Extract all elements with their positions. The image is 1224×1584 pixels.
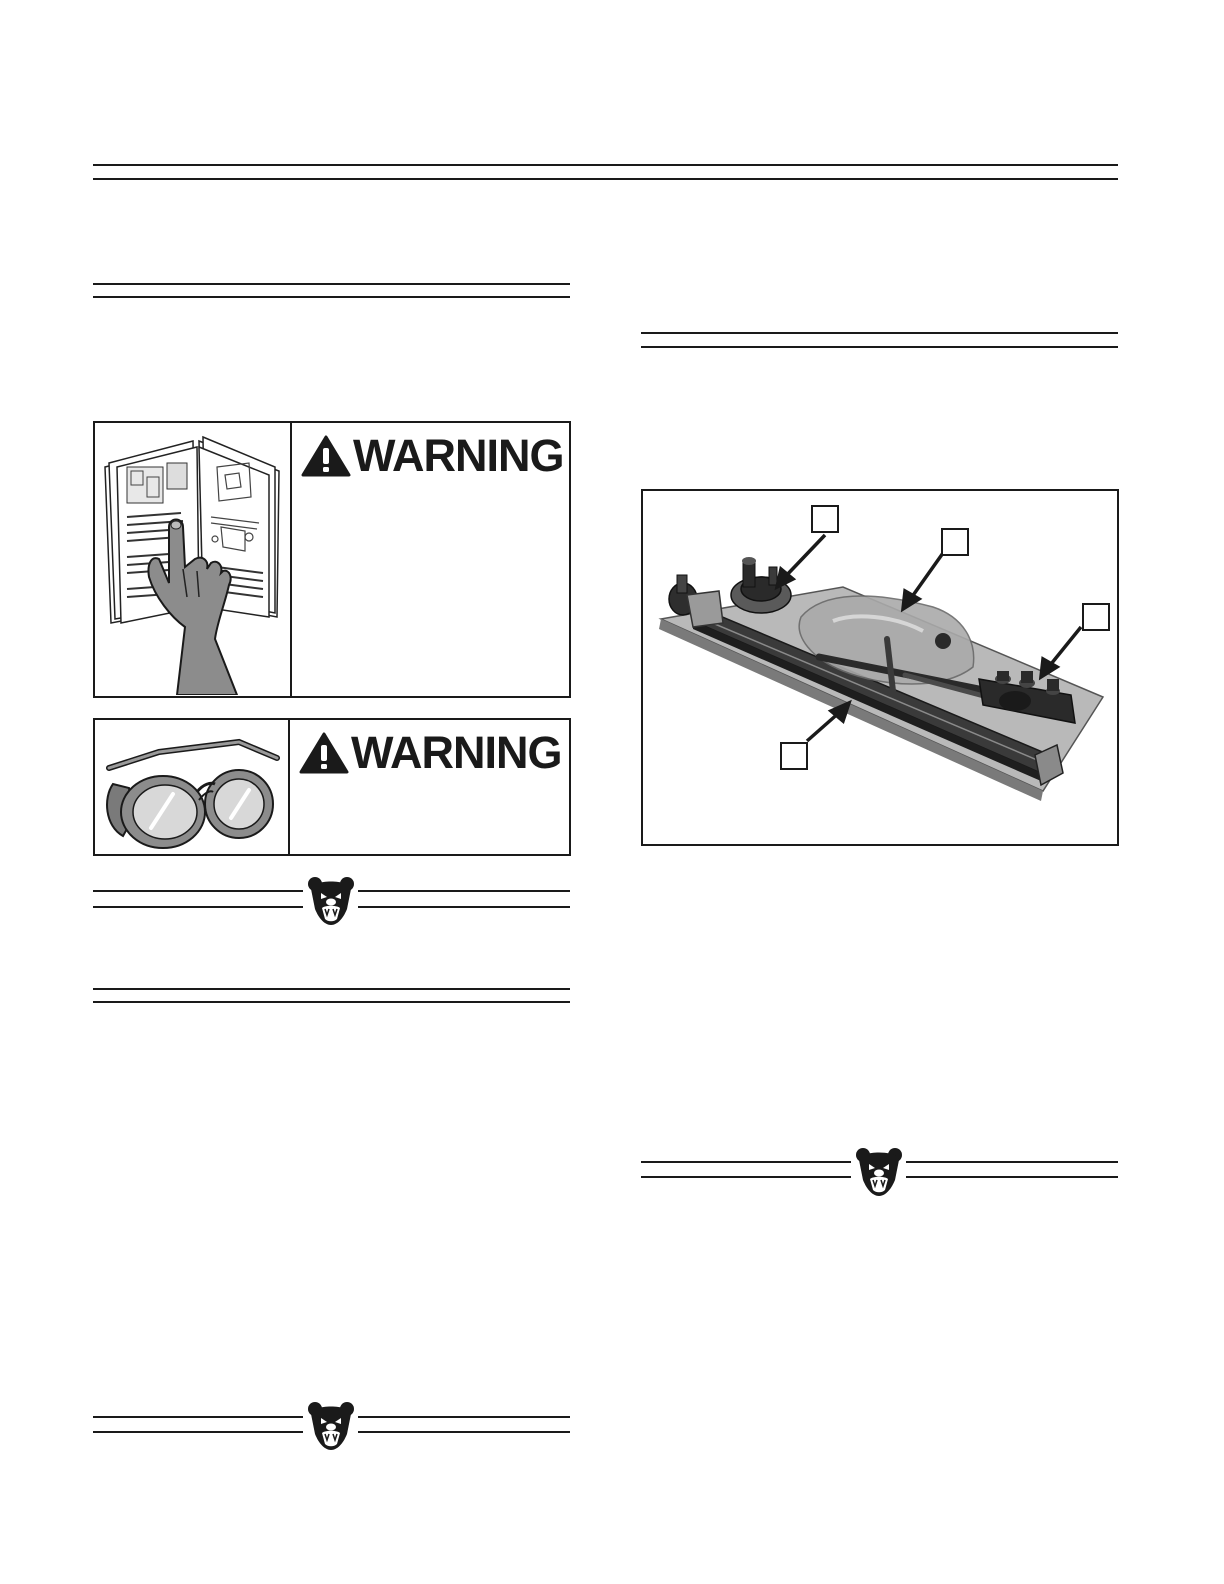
- bear-divider-rule: [906, 1176, 1118, 1178]
- header-rule-bottom: [93, 178, 1118, 180]
- bender-machine-photo: [643, 491, 1117, 844]
- callout-box: [1082, 603, 1110, 631]
- bear-divider-rule: [358, 1416, 570, 1418]
- bear-divider-rule: [358, 906, 570, 908]
- bear-divider-rule: [641, 1161, 851, 1163]
- bear-divider-rule: [93, 906, 303, 908]
- header-rule-top: [93, 164, 1118, 166]
- warning-box-glasses: [93, 718, 571, 856]
- warning-triangle-icon: [301, 435, 351, 477]
- left-section-rule-bottom: [93, 1001, 570, 1003]
- warning-box-divider: [290, 423, 292, 696]
- manual-reading-illustration: [99, 427, 287, 695]
- warning-heading-text: WARNING: [351, 727, 562, 778]
- warning-heading-text: WARNING: [353, 430, 564, 481]
- left-section-rule-top: [93, 988, 570, 990]
- safety-glasses-illustration: [99, 728, 285, 852]
- right-section-rule-top: [641, 332, 1118, 334]
- bear-divider-rule: [641, 1176, 851, 1178]
- warning-heading-glasses: [299, 727, 562, 778]
- right-section-rule-bottom: [641, 346, 1118, 348]
- bear-logo-icon: [855, 1146, 903, 1198]
- callout-box: [780, 742, 808, 770]
- bear-divider-rule: [906, 1161, 1118, 1163]
- bear-divider-rule: [93, 1416, 303, 1418]
- figure-machine-photo: [641, 489, 1119, 846]
- bear-logo-icon: [307, 875, 355, 927]
- left-section-rule-bottom: [93, 296, 570, 298]
- warning-heading-manual: [301, 430, 564, 481]
- callout-box: [811, 505, 839, 533]
- bear-divider-rule: [358, 890, 570, 892]
- warning-box-manual: [93, 421, 571, 698]
- bear-divider-rule: [93, 890, 303, 892]
- callout-box: [941, 528, 969, 556]
- bear-divider-rule: [358, 1431, 570, 1433]
- bear-logo-icon: [307, 1400, 355, 1452]
- warning-box-divider: [288, 720, 290, 854]
- warning-triangle-icon: [299, 732, 349, 774]
- left-section-rule-top: [93, 283, 570, 285]
- bear-divider-rule: [93, 1431, 303, 1433]
